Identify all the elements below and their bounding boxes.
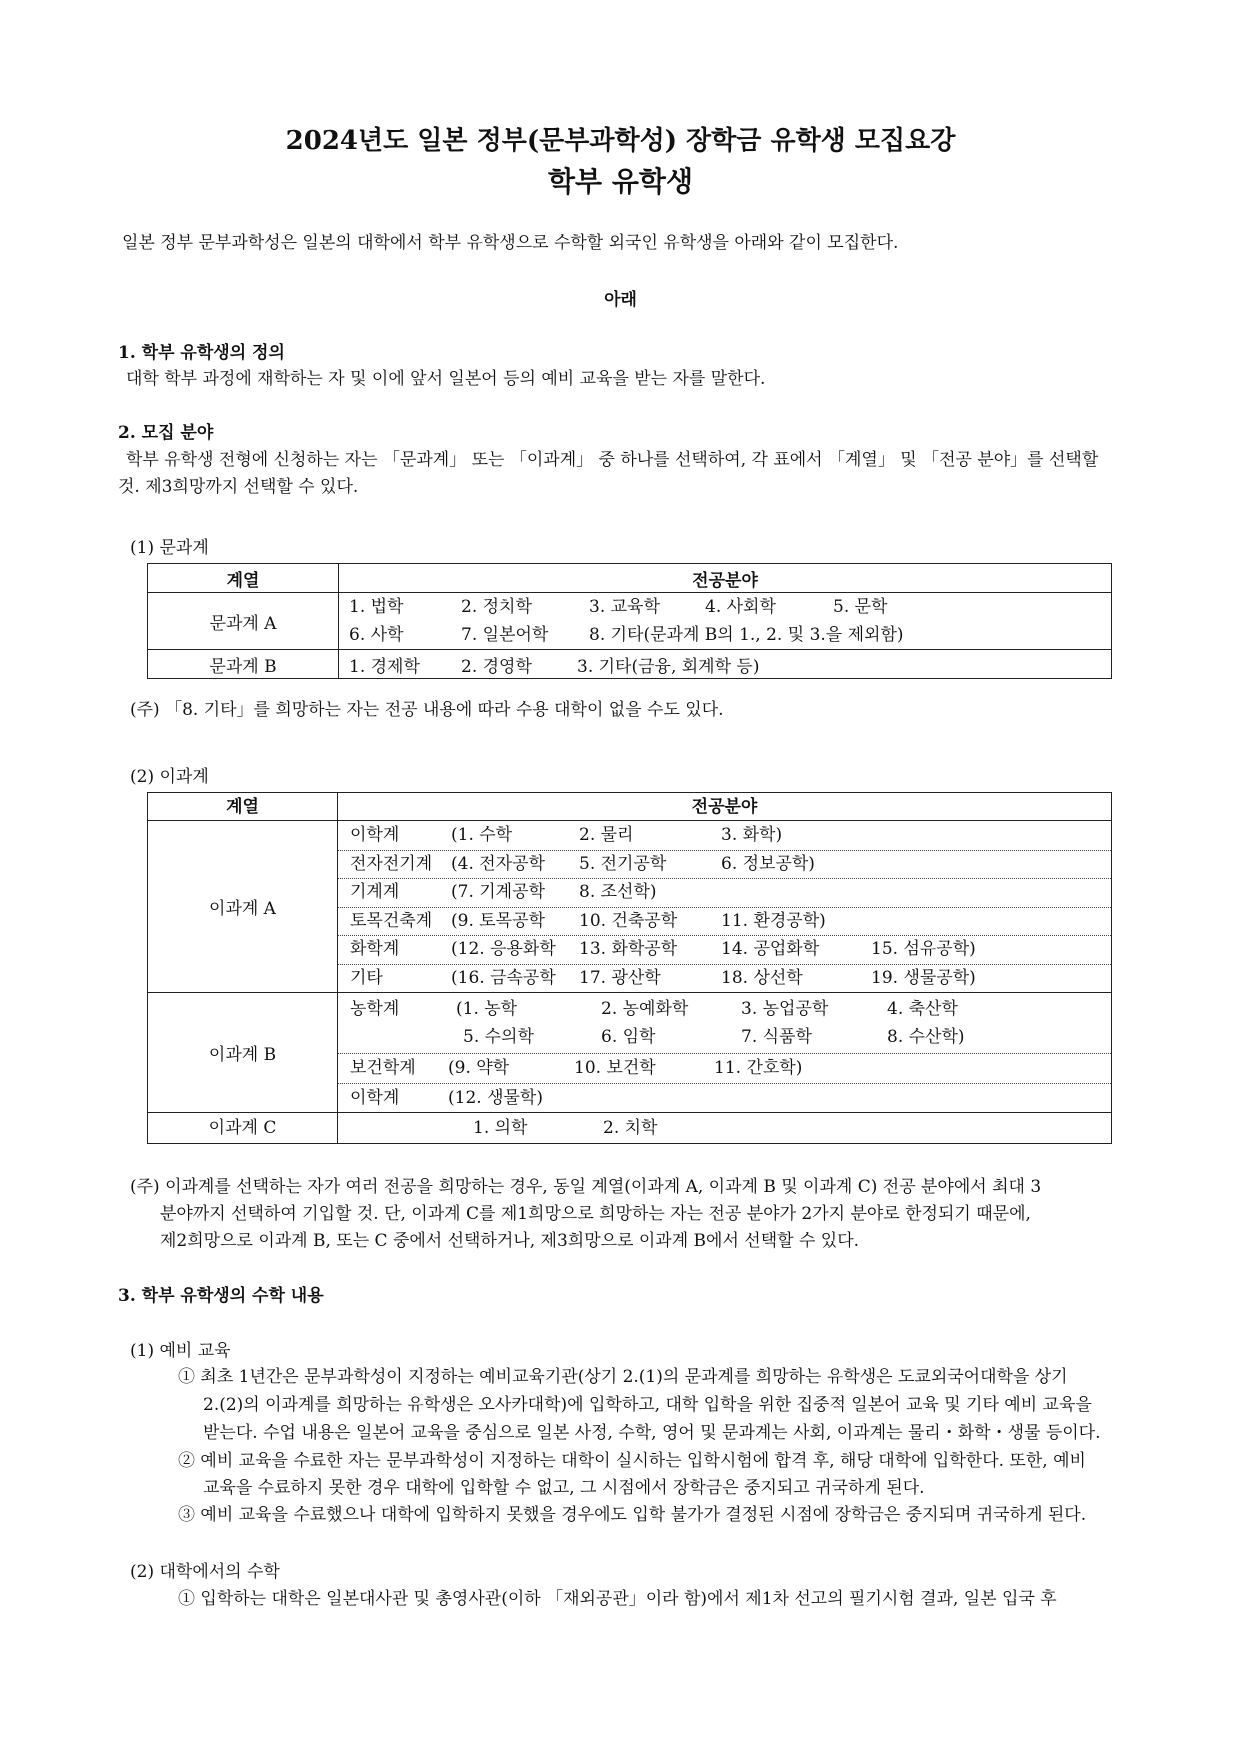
group-label: 화학계 — [350, 939, 400, 960]
science-c-label: 이과계 C — [148, 1113, 338, 1143]
major-item: 8. 조선학) — [579, 882, 657, 903]
group-label: 기계계 — [350, 882, 400, 903]
prep-item-2-line2: 교육을 수료하지 못한 경우 대학에 입학할 수 없고, 그 시점에서 장학금은 중지되고 귀국하게 된다. — [203, 1478, 925, 1498]
science-b-majors — [338, 993, 1111, 1113]
note-2-line3: 제2희망으로 이과계 B, 또는 C 중에서 선택하거나, 제3희망으로 이과계 B에서 선택할 수 있다. — [160, 1231, 860, 1251]
group-label: 토목건축계 — [350, 910, 433, 931]
major-line — [451, 935, 976, 963]
section-1-heading: 1. 학부 유학생의 정의 — [118, 343, 285, 363]
header-series: 계열 — [148, 564, 339, 593]
major-item: (12. 응용화학 — [451, 939, 556, 960]
humanities-a-majors — [339, 593, 1112, 650]
group-label: 이학계 — [350, 825, 400, 845]
science-b-text: 이과계 B — [208, 1045, 277, 1065]
section-2-heading: 2. 모집 분야 — [118, 423, 214, 443]
agri-line-1 — [456, 995, 958, 1023]
major-item: (12. 생물학) — [448, 1088, 543, 1108]
major-item: 11. 환경공학) — [721, 910, 826, 931]
table-2-label: (2) 이과계 — [130, 767, 209, 787]
bio-line — [448, 1083, 543, 1113]
major-item: 3. 기타(금융, 회계학 등) — [577, 656, 760, 677]
major-item: 2. 경영학 — [461, 656, 532, 677]
major-item: 19. 생물공학) — [871, 968, 976, 988]
major-item: 7. 일본어학 — [461, 625, 549, 645]
major-item: 1. 의학 — [473, 1118, 528, 1138]
major-item: 2. 치학 — [603, 1118, 658, 1138]
section-3-heading: 3. 학부 유학생의 수학 내용 — [118, 1286, 324, 1306]
section-1-text: 대학 학부 과정에 재학하는 자 및 이에 앞서 일본어 등의 예비 교육을 받는 자를 말한다. — [126, 369, 766, 389]
major-item: 8. 기타(문과계 B의 1., 2. 및 3.을 제외함) — [589, 625, 904, 645]
major-item: 2. 물리 — [579, 825, 634, 845]
major-item: (16. 금속공학 — [451, 968, 556, 988]
major-item: 10. 건축공학 — [579, 910, 678, 931]
science-c-majors — [473, 1113, 657, 1143]
prep-item-1-line2: 2.(2)의 이과계를 희망하는 유학생은 오사카대학)에 입학하고, 대학 입학을 위한 집중적 일본어 교육 및 기타 예비 교육을 — [203, 1395, 1092, 1415]
major-item: 5. 문학 — [833, 597, 888, 617]
section-2-text-line1: 학부 유학생 전형에 신청하는 자는 「문과계」 또는 「이과계」 중 하나를 선택하여, 각 표에서 「계열」 및 「전공 분야」를 선택할 — [126, 450, 1099, 470]
major-item: 2. 농예화학 — [601, 999, 689, 1019]
below-heading: 아래 — [604, 290, 637, 310]
document-title: 2024년도 일본 정부(문부과학성) 장학금 유학생 모집요강 — [285, 126, 956, 156]
group-label: 기타 — [350, 968, 383, 988]
section-2-text-line2: 것. 제3희망까지 선택할 수 있다. — [118, 477, 359, 497]
note-2-line1: (주) 이과계를 선택하는 자가 여러 전공을 희망하는 경우, 동일 계열(이과계 A, 이과계 B 및 이과계 C) 전공 분야에서 최대 3 — [130, 1177, 1042, 1197]
major-item: 6. 사학 — [349, 625, 404, 645]
major-item: 10. 보건학 — [574, 1058, 656, 1078]
major-item: 8. 수산학) — [887, 1027, 965, 1047]
major-line — [451, 907, 826, 935]
major-item: 14. 공업화학 — [721, 939, 820, 960]
major-item: 3. 농업공학 — [741, 999, 829, 1019]
major-line — [451, 821, 782, 849]
science-table — [147, 792, 1112, 1144]
health-line — [448, 1053, 802, 1083]
university-label: (2) 대학에서의 수학 — [130, 1562, 280, 1582]
prep-item-2-line1: ② 예비 교육을 수료한 자는 문부과학성이 지정하는 대학이 실시하는 입학시험에 합격 후, 해당 대학에 입학한다. 또한, 예비 — [178, 1451, 1086, 1471]
major-item: 15. 섬유공학) — [871, 939, 976, 960]
science-b-label — [148, 993, 338, 1113]
major-item: (9. 약학 — [448, 1058, 510, 1078]
table-1-label: (1) 문과계 — [130, 538, 209, 558]
group-label: 보건학계 — [350, 1058, 416, 1078]
header-major: 전공분야 — [338, 793, 1111, 821]
major-item: 11. 간호학) — [714, 1058, 803, 1078]
major-item: 17. 광산학 — [579, 968, 661, 988]
intro-text: 일본 정부 문부과학성은 일본의 대학에서 학부 유학생으로 수학할 외국인 유학생을 아래와 같이 모집한다. — [122, 233, 899, 253]
header-major: 전공분야 — [339, 564, 1112, 593]
major-item: 3. 교육학 — [589, 597, 660, 617]
major-item: (7. 기계공학 — [451, 882, 545, 903]
major-line — [451, 878, 657, 906]
prep-item-3: ③ 예비 교육을 수료했으나 대학에 입학하지 못했을 경우에도 입학 불가가 결정된 시점에 장학금은 중지되며 귀국하게 된다. — [178, 1505, 1087, 1525]
major-item: 4. 축산학 — [887, 999, 958, 1019]
note-2-line2: 분야까지 선택하여 기입할 것. 단, 이과계 C를 제1희망으로 희망하는 자는 전공 분야가 2가지 분야로 한정되기 때문에, — [160, 1204, 1031, 1224]
header-series: 계열 — [148, 793, 338, 821]
science-a-text: 이과계 A — [209, 899, 276, 919]
major-item: 13. 화학공학 — [579, 939, 678, 960]
prep-item-1-line3: 받는다. 수업 내용은 일본어 교육을 중심으로 일본 사정, 수학, 영어 및 문과계는 사회, 이과계는 물리・화학・생물 등이다. — [203, 1423, 1101, 1443]
major-item: 1. 경제학 — [349, 656, 420, 677]
group-label: 이학계 — [350, 1088, 400, 1108]
major-item: 18. 상선학 — [721, 968, 803, 988]
humanities-a-label: 문과계 A — [148, 593, 339, 650]
humanities-b-label: 문과계 B — [148, 650, 339, 679]
major-item: (1. 수학 — [451, 825, 513, 845]
major-item: 7. 식품학 — [741, 1027, 812, 1047]
major-item: (9. 토목공학 — [451, 910, 545, 931]
major-item: 3. 화학) — [721, 825, 783, 845]
university-item-1: ① 입학하는 대학은 일본대사관 및 총영사관(이하 「재외공관」이라 함)에서 제1차 선고의 필기시험 결과, 일본 입국 후 — [178, 1589, 1057, 1609]
group-label: 농학계 — [350, 999, 400, 1019]
humanities-b-majors — [339, 650, 1112, 679]
major-item: 6. 정보공학) — [721, 853, 815, 874]
major-item: (1. 농학 — [456, 999, 518, 1019]
major-item: 1. 법학 — [349, 597, 404, 617]
major-item: 5. 전기공학 — [579, 853, 667, 874]
document-subtitle: 학부 유학생 — [548, 165, 693, 198]
group-label: 전자전기계 — [350, 853, 433, 874]
major-item: 2. 정치학 — [461, 597, 532, 617]
major-item: 4. 사회학 — [705, 597, 776, 617]
prep-item-1-line1: ① 최초 1년간은 문부과학성이 지정하는 예비교육기관(상기 2.(1)의 문과계를 희망하는 유학생은 도쿄외국어대학을 상기 — [178, 1367, 1068, 1387]
major-item: 6. 임학 — [601, 1027, 656, 1047]
humanities-table — [147, 563, 1112, 679]
prep-label: (1) 예비 교육 — [130, 1341, 231, 1361]
major-item: (4. 전자공학 — [451, 853, 545, 874]
major-line — [451, 850, 815, 878]
major-line — [451, 964, 976, 992]
science-a-majors — [338, 821, 1111, 993]
note-1: (주) 「8. 기타」를 희망하는 자는 전공 내용에 따라 수용 대학이 없을 수도 있다. — [130, 700, 724, 720]
major-item: 5. 수의학 — [463, 1027, 534, 1047]
agri-line-2 — [456, 1023, 965, 1051]
science-a-label — [148, 821, 338, 993]
